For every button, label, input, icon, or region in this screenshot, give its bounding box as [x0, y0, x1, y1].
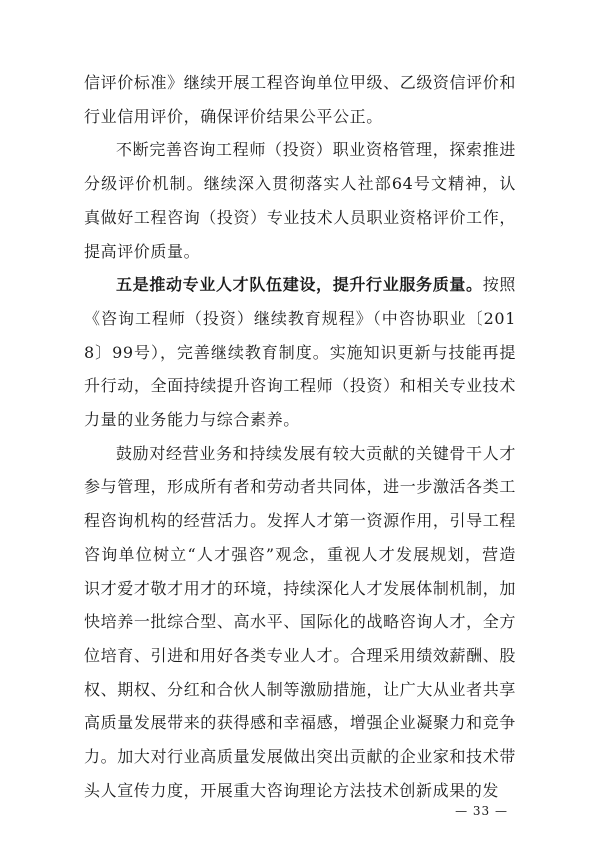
paragraph-3: [84, 268, 516, 437]
body-text: [84, 66, 516, 807]
paragraph-4-text: 鼓励对经营业务和持续发展有较大贡献的关键骨干人才参与管理，形成所有者和劳动者共同体，进一步激活各类工程咨询机构的经营活力。发挥人才第一资源作用，引导工程咨询单位树立“人才强咨”观念，重视人才发展规划，营造识才爱才敬才用才的环境，持续深化人才发展体制机制，加快培养一批综合型、高水平、国际化的战略咨询人才，全方位培育、引进和用好各类专业人才。合理采用绩效薪酬、股权、期权、分红和合伙人制等激励措施，让广大从业者共享高质量发展带来的获得感和幸福感，增强企业凝聚力和竞争力。加大对行业高质量发展做出突出贡献的企业家和技术带头人宣传力度，开展重大咨询理论方法技术创新成果的发: [84, 443, 516, 800]
paragraph-4: [84, 437, 516, 808]
paragraph-1: [84, 66, 516, 133]
paragraph-3-bold-lead: 五是推动专业人才队伍建设，提升行业服务质量。: [116, 275, 483, 295]
page-number: — 33 —: [455, 804, 508, 818]
paragraph-2: [84, 133, 516, 268]
paragraph-3-text: 按照《咨询工程师（投资）继续教育规程》（中咨协职业〔2018〕99号），完善继续教育制度。实施知识更新与技能再提升行动，全面持续提升咨询工程师（投资）和相关专业技术力量的业务能力与综合素养。: [84, 275, 517, 430]
paragraph-1-text: 信评价标准》继续开展工程咨询单位甲级、乙级资信评价和行业信用评价，确保评价结果公平公正。: [84, 73, 516, 126]
paragraph-2-text: 不断完善咨询工程师（投资）职业资格管理，探索推进分级评价机制。继续深入贯彻落实人社部64号文精神，认真做好工程咨询（投资）专业技术人员职业资格评价工作，提高评价质量。: [84, 140, 516, 261]
